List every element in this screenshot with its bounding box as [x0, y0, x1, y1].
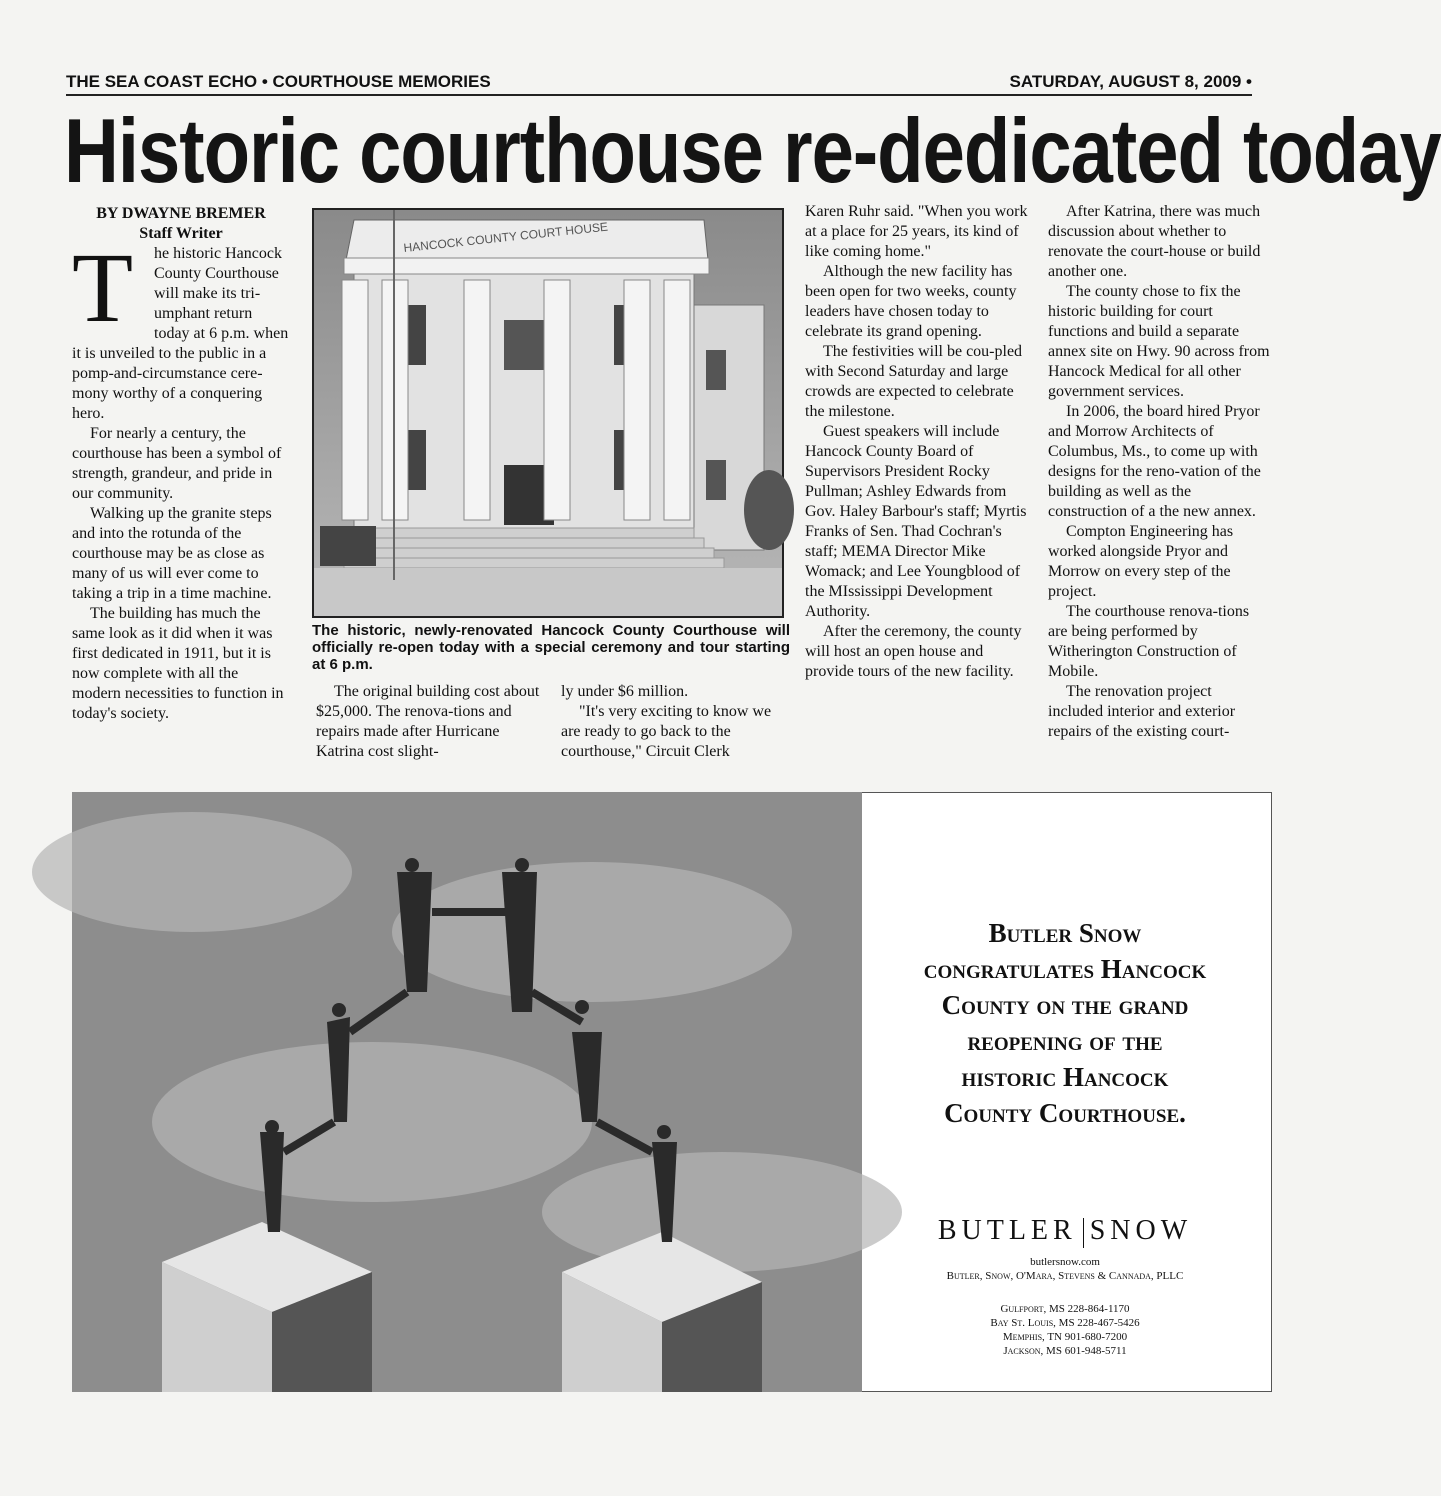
office-line: Gulfport, MS 228-864-1170 [1000, 1303, 1130, 1315]
article-column-3 [561, 682, 789, 762]
logo-divider [1083, 1218, 1084, 1248]
logo-word-left: BUTLER [937, 1215, 1077, 1246]
ad-line: County on the grand [941, 990, 1189, 1020]
ad-line: Butler Snow [988, 918, 1142, 948]
drop-cap: T [72, 232, 134, 343]
paragraph: Although the new facility has been open for two weeks, county leaders have chosen today to celebrate its grand opening. [805, 263, 1017, 340]
paragraph: The building has much the same look as it did when it was first dedicated in 1911, but it is now complete with all the modern necessities to function in today's society. [72, 605, 284, 722]
article-column-5 [1048, 202, 1270, 742]
courthouse-photo [312, 208, 784, 618]
issue-date: SATURDAY, AUGUST 8, 2009 • [1009, 72, 1252, 91]
logo-word-right: SNOW [1089, 1215, 1193, 1246]
figures-bridge-artwork [72, 792, 862, 1392]
office-line: Jackson, MS 601-948-5711 [1003, 1345, 1127, 1357]
paragraph: The original building cost about $25,000. The renova-tions and repairs made after Hurricane Katrina cost slight- [316, 683, 540, 760]
frieze-inscription: HANCOCK COUNTY COURT HOUSE [402, 219, 609, 255]
ad-line: congratulates Hancock [923, 954, 1207, 984]
article-column-4 [805, 202, 1033, 682]
paragraph: Karen Ruhr said. "When you work at a place for 25 years, its kind of like coming home." [805, 203, 1028, 260]
paragraph: The county chose to fix the historic building for court functions and build a separate annex site on Hwy. 90 across from Hancock Medical for all other government services. [1048, 283, 1270, 400]
byline-title: Staff Writer [139, 225, 223, 242]
ad-line: historic Hancock [961, 1062, 1169, 1092]
paragraph: Compton Engineering has worked alongside Pryor and Morrow on every step of the project. [1048, 523, 1234, 600]
courthouse-illustration [314, 210, 782, 616]
paragraph: The renovation project included interior and exterior repairs of the existing court- [1048, 683, 1236, 740]
byline-name: BY DWAYNE BREMER [96, 205, 266, 222]
photo-caption: The historic, newly-renovated Hancock County Courthouse will officially re-open today with a special ceremony and tour starting at 6 p.m. [312, 622, 790, 673]
paragraph: "It's very exciting to know we are ready to go back to the courthouse," Circuit Clerk [561, 703, 772, 760]
paragraph: After Katrina, there was much discussion about whether to renovate the court-house or build another one. [1048, 203, 1261, 280]
headline: Historic courthouse re-dedicated today [64, 100, 1441, 203]
butler-snow-logo [870, 1215, 1260, 1248]
paragraph: he historic Hancock County Courthouse will make its tri-umphant return today at 6 p.m. when it is unveiled to the public in a pomp-and-circumstance cere-mony worthy of a conquering hero. [72, 245, 289, 422]
paragraph: The courthouse renova-tions are being performed by Witherington Construction of Mobile. [1048, 603, 1250, 680]
paragraph: Walking up the granite steps and into the rotunda of the courthouse may be as close as many of us will ever come to taking a trip in a time machine. [72, 505, 272, 602]
paragraph: After the ceremony, the county will host an open house and provide tours of the new facility. [805, 623, 1022, 680]
masthead [66, 72, 1252, 96]
article-column-1 [72, 204, 290, 724]
office-line: Bay St. Louis, MS 228-467-5426 [990, 1317, 1140, 1329]
ad-website: butlersnow.com [1030, 1256, 1100, 1268]
paragraph: Guest speakers will include Hancock County Board of Supervisors President Rocky Pullman; Ashley Edwards from Gov. Haley Barbour's staff; Myrtis Franks of Sen. Thad Cochran's staff; MEMA Director Mike Womack; and Lee Youngblood of the MIssissippi Development Authority. [805, 423, 1027, 620]
office-line: Memphis, TN 901-680-7200 [1002, 1331, 1128, 1343]
section-label: THE SEA COAST ECHO • COURTHOUSE MEMORIES [66, 72, 491, 91]
ad-firm-name: Butler, Snow, O'Mara, Stevens & Cannada, PLLC [946, 1270, 1184, 1282]
paragraph: For nearly a century, the courthouse has been a symbol of strength, grandeur, and pride in our community. [72, 425, 282, 502]
ad-illustration [72, 792, 862, 1392]
ad-line: reopening of the [967, 1026, 1163, 1056]
paragraph: In 2006, the board hired Pryor and Morrow Architects of Columbus, Ms., to come up with designs for the reno-vation of the building as well as the construction of a the new annex. [1048, 403, 1261, 520]
article-column-2 [316, 682, 544, 762]
paragraph: ly under $6 million. [561, 683, 689, 700]
ad-offices [870, 1302, 1260, 1358]
ad-message [870, 915, 1260, 1131]
paragraph: The festivities will be cou-pled with Second Saturday and large crowds are expected to celebrate the milestone. [805, 343, 1023, 420]
ad-line: County Courthouse. [944, 1098, 1186, 1128]
